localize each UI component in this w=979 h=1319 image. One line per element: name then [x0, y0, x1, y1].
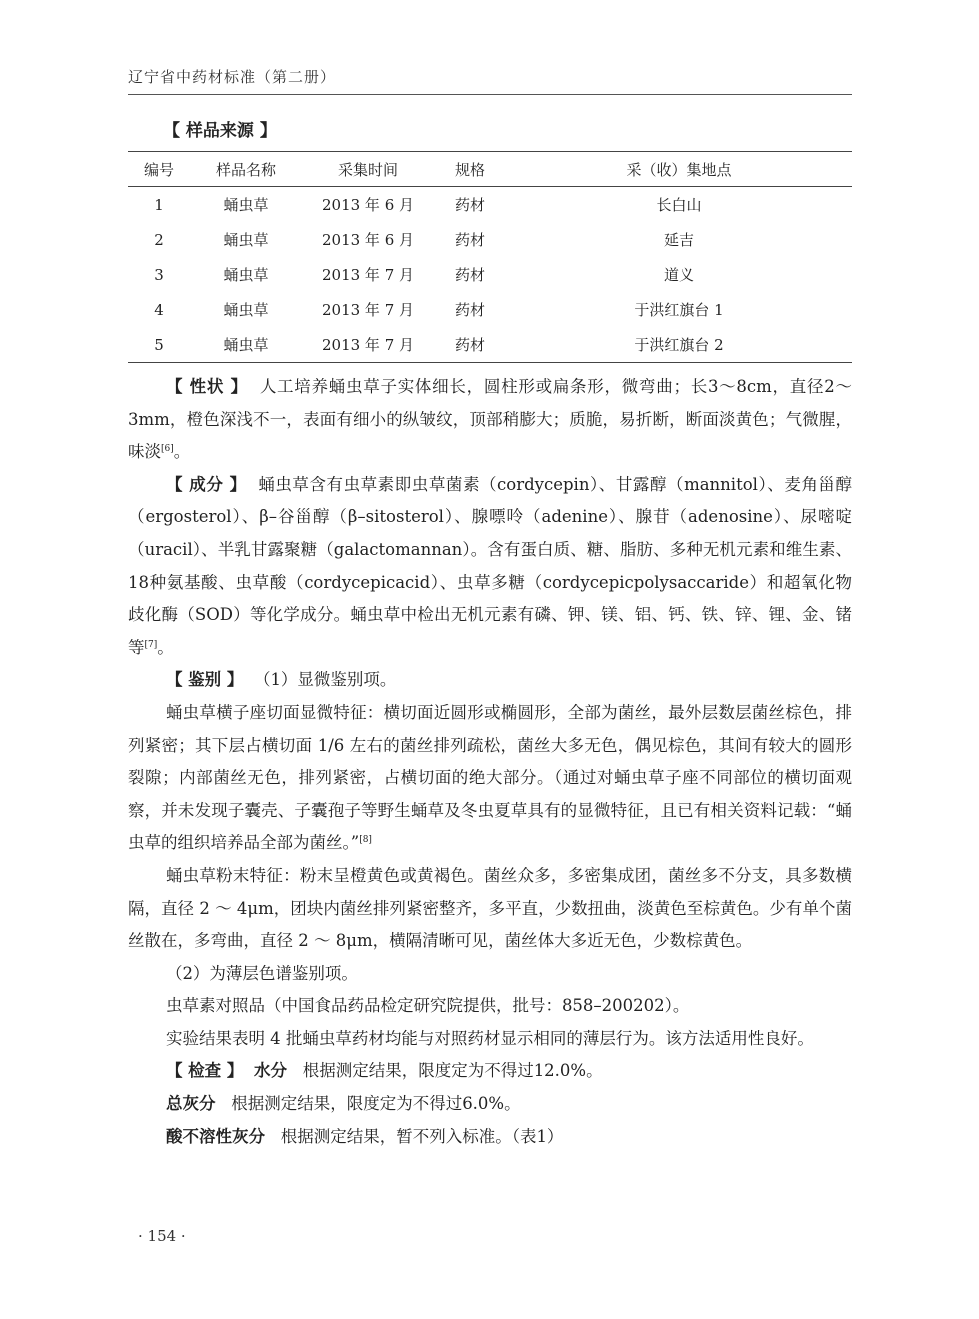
- table-row: [128, 257, 852, 292]
- cell-number: 4: [154, 300, 164, 319]
- section-title-sample-source: 【 样品来源 】: [163, 121, 277, 141]
- paragraph-components: [128, 469, 852, 665]
- label-inspection: 【 检查 】: [165, 1061, 244, 1081]
- text-components: 蛹虫草含有虫草素即虫草菌素（cordycepin）、甘露醇（mannitol）、麦角甾醇（ergosterol）、β–谷甾醇（β–sitosterol）、腺嘌呤（adenine）、腺苷（adenosine）、尿嘧啶（uracil）、半乳甘露聚糖（galactomannan）。含有蛋白质、糖、脂肪、多种无机元素和维生素、18种氨基酸、虫草酸（cordycepicacid）、虫草多糖（cordycepicpolysaccaride）和超氧化物歧化酶（SOD）等化学成分。蛹虫草中检出无机元素有磷、钾、镁、铝、钙、铁、锌、锂、金、锗等: [128, 474, 852, 657]
- paragraph-acid-insoluble-ash: [128, 1121, 852, 1154]
- label-acid-insoluble-ash: 酸不溶性灰分: [165, 1126, 265, 1146]
- column-header-number: 编号: [128, 152, 190, 187]
- text-tlc-reference: 虫草素对照品（中国食品药品检定研究院提供，批号：858–200202）。: [165, 996, 690, 1016]
- cell-collection-time: 2013 年 7 月: [321, 266, 415, 284]
- page-number: · 154 ·: [138, 1227, 186, 1245]
- reference-6: [6]: [161, 444, 174, 455]
- cell-number: 3: [154, 265, 164, 284]
- cell-spec: 药材: [454, 231, 485, 249]
- table-row: [128, 187, 852, 223]
- table-row: [128, 327, 852, 363]
- cell-sample-name: 蛹虫草: [223, 266, 269, 284]
- text-identification: （1）显微鉴别项。: [253, 670, 397, 690]
- paragraph-microscopy-section: [128, 697, 852, 860]
- cell-collection-time: 2013 年 7 月: [321, 301, 415, 319]
- text-acid-insoluble-ash: 根据测定结果，暂不列入标准。（表1）: [280, 1126, 564, 1146]
- running-header: 辽宁省中药材标准（第二册）: [128, 68, 337, 86]
- text-microscopy-section: 蛹虫草横子座切面显微特征：横切面近圆形或椭圆形，全部为菌丝，最外层数层菌丝棕色，排列紧密；其下层占横切面 1/6 左右的菌丝排列疏松，菌丝大多无色，偶见棕色，其间有较大的圆形裂隙；内部菌丝无色，排列紧密，占横切面的绝大部分。（通过对蛹虫草子座不同部位的横切面观察，并未发现子囊壳、子囊孢子等野生蛹草及冬虫夏草具有的显微特征，且已有相关资料记载：“蛹虫草的组织培养品全部为菌丝。”: [128, 702, 852, 853]
- paragraph-tlc-result: [128, 1023, 852, 1056]
- cell-spec: 药材: [454, 266, 485, 284]
- body-text: [128, 371, 852, 1153]
- label-identification: 【 鉴别 】: [165, 670, 244, 690]
- text-properties: 人工培养蛹虫草子实体细长，圆柱形或扁条形，微弯曲；长3～8cm，直径2～3mm，橙色深浅不一，表面有细小的纵皱纹，顶部稍膨大；质脆，易折断，断面淡黄色；气微腥，味淡: [128, 377, 852, 462]
- cell-location: 于洪红旗台 2: [506, 327, 852, 363]
- table-row: [128, 292, 852, 327]
- label-properties: 【 性状 】: [165, 377, 248, 396]
- reference-8: [8]: [359, 835, 372, 846]
- text-components-end: 。: [157, 637, 174, 657]
- header-rule: [128, 94, 852, 95]
- text-tlc-title: （2）为薄层色谱鉴别项。: [165, 963, 358, 983]
- column-header-sample-name: 样品名称: [190, 152, 302, 187]
- paragraph-tlc-reference: [128, 990, 852, 1023]
- column-header-collection-time: 采集时间: [302, 152, 434, 187]
- text-water: 根据测定结果，限度定为不得过12.0%。: [302, 1061, 603, 1081]
- cell-number: 1: [154, 195, 164, 214]
- paragraph-total-ash: [128, 1088, 852, 1121]
- cell-spec: 药材: [454, 196, 485, 214]
- cell-number: 5: [128, 327, 190, 363]
- text-microscopy-powder: 蛹虫草粉末特征：粉末呈橙黄色或黄褐色。菌丝众多，多密集成团，菌丝多不分支，具多数横隔，直径 2 ～ 4μm，团块内菌丝排列紧密整齐，多平直，少数扭曲，淡黄色至棕黄色。少有单个菌丝散在，多弯曲，直径 2 ～ 8μm，横隔清晰可见，菌丝体大多近无色，少数棕黄色。: [128, 865, 852, 951]
- cell-sample-name: 蛹虫草: [223, 231, 269, 249]
- cell-location: 延吉: [663, 231, 694, 249]
- table-row: [128, 222, 852, 257]
- paragraph-tlc-title: [128, 958, 852, 991]
- paragraph-properties: [128, 371, 852, 469]
- paragraph-identification: [128, 664, 852, 697]
- text-total-ash: 根据测定结果，限度定为不得过6.0%。: [231, 1094, 521, 1114]
- cell-spec: 药材: [434, 327, 506, 363]
- cell-sample-name: 蛹虫草: [223, 301, 269, 319]
- cell-collection-time: 2013 年 7 月: [302, 327, 434, 363]
- paragraph-inspection: [128, 1055, 852, 1088]
- text-tlc-result: 实验结果表明 4 批蛹虫草药材均能与对照药材显示相同的薄层行为。该方法适用性良好。: [165, 1028, 814, 1048]
- reference-7: [7]: [144, 639, 158, 650]
- text-properties-end: 。: [173, 442, 191, 462]
- cell-number: 2: [154, 230, 164, 249]
- table-header-row: [128, 152, 852, 187]
- cell-spec: 药材: [454, 301, 485, 319]
- label-total-ash: 总灰分: [165, 1094, 216, 1114]
- cell-collection-time: 2013 年 6 月: [321, 196, 415, 214]
- cell-sample-name: 蛹虫草: [190, 327, 302, 363]
- label-components: 【 成分 】: [165, 474, 247, 494]
- cell-location: 长白山: [656, 196, 702, 214]
- cell-location: 道义: [663, 266, 694, 284]
- label-water: 水分: [253, 1061, 287, 1081]
- cell-sample-name: 蛹虫草: [223, 196, 269, 214]
- sample-source-table: [128, 151, 852, 363]
- cell-collection-time: 2013 年 6 月: [321, 231, 415, 249]
- column-header-location: 采（收）集地点: [506, 152, 852, 187]
- column-header-spec: 规格: [434, 152, 506, 187]
- paragraph-microscopy-powder: [128, 860, 852, 958]
- cell-location: 于洪红旗台 1: [634, 301, 724, 319]
